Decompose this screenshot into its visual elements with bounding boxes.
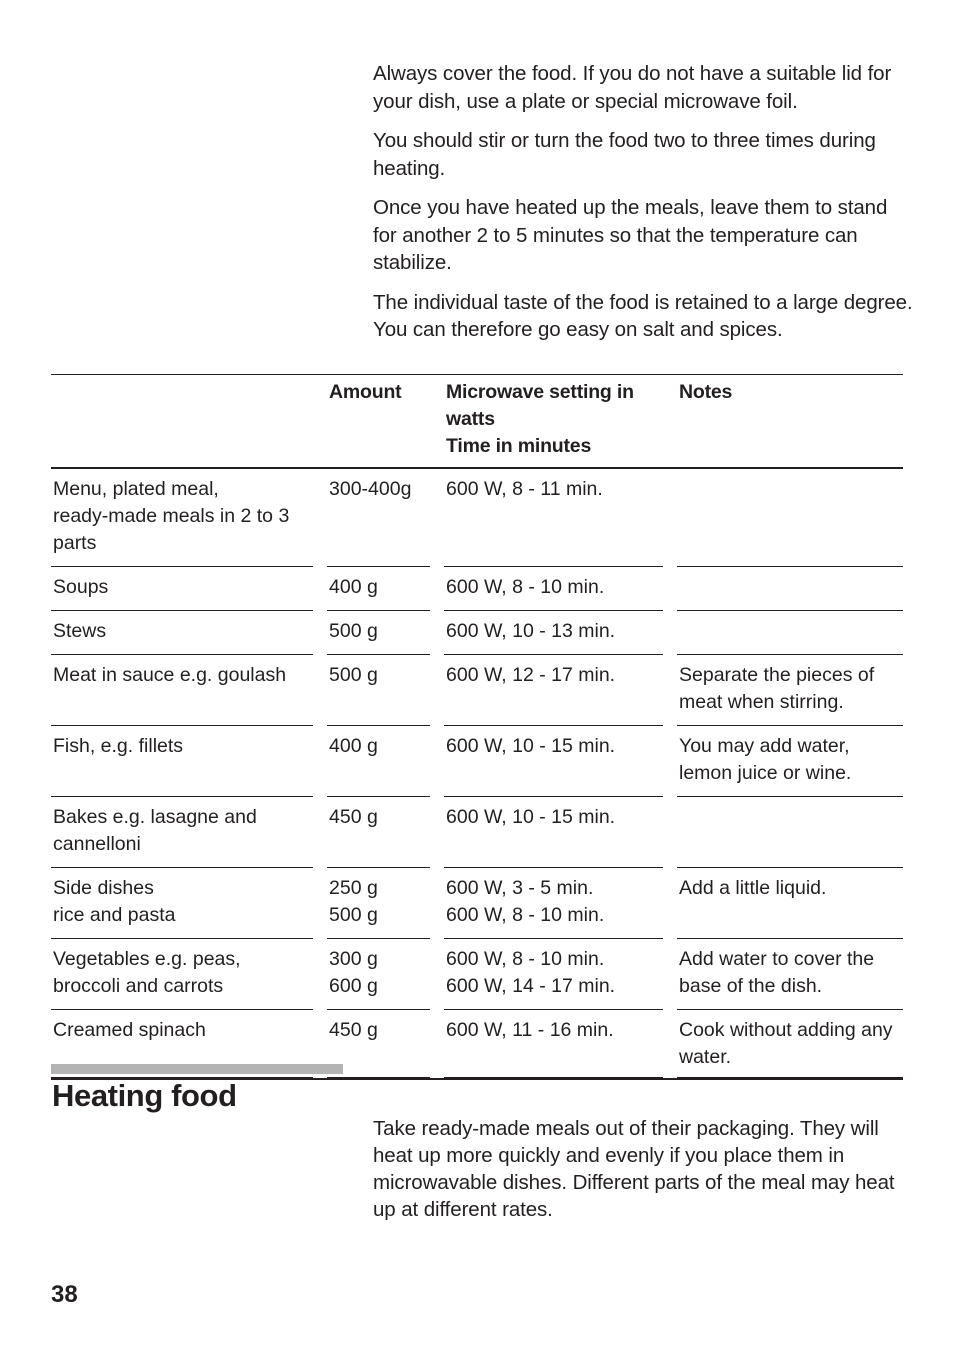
cell-setting (444, 567, 663, 611)
cell-notes (677, 797, 903, 868)
table-row (51, 469, 903, 567)
cell-setting (444, 939, 663, 1010)
cell-amount (327, 797, 430, 868)
cell-setting-line: 600 W, 10 - 13 min. (446, 620, 616, 642)
cell-setting-line: 600 W, 14 - 17 min. (446, 975, 616, 997)
header-setting-watts: Microwave setting in watts (446, 381, 634, 430)
cell-setting-line: 600 W, 10 - 15 min. (446, 806, 616, 828)
table-row (51, 726, 903, 797)
table-row (51, 868, 903, 939)
cell-amount (327, 567, 430, 611)
cell-notes (677, 939, 903, 1010)
cell-amount (327, 469, 430, 567)
cell-amount (327, 868, 430, 939)
cell-amount-line: 400 g (329, 735, 378, 757)
cell-food-line: ready-made meals in 2 to 3 parts (53, 505, 290, 554)
cell-notes (677, 611, 903, 655)
cell-setting-line: 600 W, 12 - 17 min. (446, 664, 616, 686)
page-number: 38 (51, 1281, 78, 1308)
cell-setting (444, 469, 663, 567)
cell-amount-line: 500 g (329, 664, 378, 686)
cell-setting (444, 726, 663, 797)
header-food (51, 375, 313, 469)
intro-paragraph: Once you have heated up the meals, leave them to stand for another 2 to 5 minutes so that the temperature can stabilize. (373, 196, 888, 274)
cell-food-line: rice and pasta (53, 904, 176, 926)
cell-amount (327, 611, 430, 655)
cell-food (51, 655, 313, 726)
cell-food-line: Creamed spinach (53, 1019, 206, 1041)
cell-notes (677, 868, 903, 939)
table-row (51, 567, 903, 611)
cell-food-line: Menu, plated meal, (53, 478, 219, 500)
cell-amount-line: 300-400g (329, 478, 412, 500)
cell-food-line: Vegetables e.g. peas, broccoli and carrots (53, 948, 241, 997)
header-setting (444, 375, 663, 469)
cell-food (51, 797, 313, 868)
section-divider-bar (51, 1064, 343, 1074)
cell-notes (677, 469, 903, 567)
cell-amount (327, 655, 430, 726)
cell-setting (444, 655, 663, 726)
intro-paragraph: You should stir or turn the food two to three times during heating. (373, 129, 876, 180)
cell-food (51, 868, 313, 939)
intro-paragraph: Always cover the food. If you do not have a suitable lid for your dish, use a plate or special microwave foil. (373, 62, 892, 113)
cell-food-line: Meat in sauce e.g. goulash (53, 664, 287, 686)
header-setting-time: Time in minutes (446, 435, 592, 457)
cell-notes-line: Cook without adding any water. (679, 1019, 893, 1068)
cell-food (51, 567, 313, 611)
cell-setting-line: 600 W, 10 - 15 min. (446, 735, 616, 757)
table-row (51, 797, 903, 868)
cell-notes (677, 1010, 903, 1078)
cell-food-line: Bakes e.g. lasagne and cannelloni (53, 806, 257, 855)
cell-amount-line: 300 g (329, 948, 378, 970)
cell-food-line: Fish, e.g. fillets (53, 735, 184, 757)
cell-food (51, 611, 313, 655)
cell-setting-line: 600 W, 8 - 10 min. (446, 904, 605, 926)
cell-amount-line: 500 g (329, 904, 378, 926)
cell-setting (444, 868, 663, 939)
cell-food-line: Stews (53, 620, 107, 642)
intro-text (373, 60, 913, 356)
cell-amount-line: 400 g (329, 576, 378, 598)
table-header-row (51, 375, 903, 469)
cell-notes-line: Add a little liquid. (679, 877, 827, 899)
cell-setting (444, 611, 663, 655)
cell-amount (327, 939, 430, 1010)
table-row (51, 655, 903, 726)
cell-amount-line: 450 g (329, 1019, 378, 1041)
cell-notes (677, 726, 903, 797)
cell-notes (677, 567, 903, 611)
cell-notes (677, 655, 903, 726)
intro-paragraph: The individual taste of the food is retained to a large degree. You can therefore go easy on salt and spices. (373, 290, 913, 341)
cell-amount (327, 726, 430, 797)
cell-food-line: Side dishes (53, 877, 154, 899)
cell-food (51, 726, 313, 797)
cell-amount-line: 250 g (329, 877, 378, 899)
table-row (51, 939, 903, 1010)
cell-notes-line: Separate the pieces of meat when stirring. (679, 664, 875, 713)
cell-setting-line: 600 W, 11 - 16 min. (446, 1019, 614, 1041)
cell-setting-line: 600 W, 8 - 11 min. (446, 478, 603, 500)
cell-food (51, 939, 313, 1010)
section-text: Take ready-made meals out of their packaging. They will heat up more quickly and evenly if you place them in microwavable dishes. Different parts of the meal may heat up at different rates. (373, 1117, 895, 1221)
cell-setting-line: 600 W, 8 - 10 min. (446, 576, 605, 598)
table-row (51, 611, 903, 655)
cell-food-line: Soups (53, 576, 109, 598)
cell-setting-line: 600 W, 8 - 10 min. (446, 948, 605, 970)
cell-amount-line: 600 g (329, 975, 378, 997)
cell-setting (444, 1010, 663, 1078)
cell-amount-line: 450 g (329, 806, 378, 828)
header-amount: Amount (327, 375, 430, 469)
cell-food (51, 469, 313, 567)
section-title: Heating food (52, 1078, 237, 1113)
reheating-table (51, 374, 903, 1080)
cell-amount-line: 500 g (329, 620, 378, 642)
cell-setting (444, 797, 663, 868)
header-notes: Notes (677, 375, 903, 469)
table-body (51, 469, 903, 1078)
cell-notes-line: Add water to cover the base of the dish. (679, 948, 875, 997)
cell-setting-line: 600 W, 3 - 5 min. (446, 877, 594, 899)
cell-notes-line: You may add water, lemon juice or wine. (679, 735, 852, 784)
